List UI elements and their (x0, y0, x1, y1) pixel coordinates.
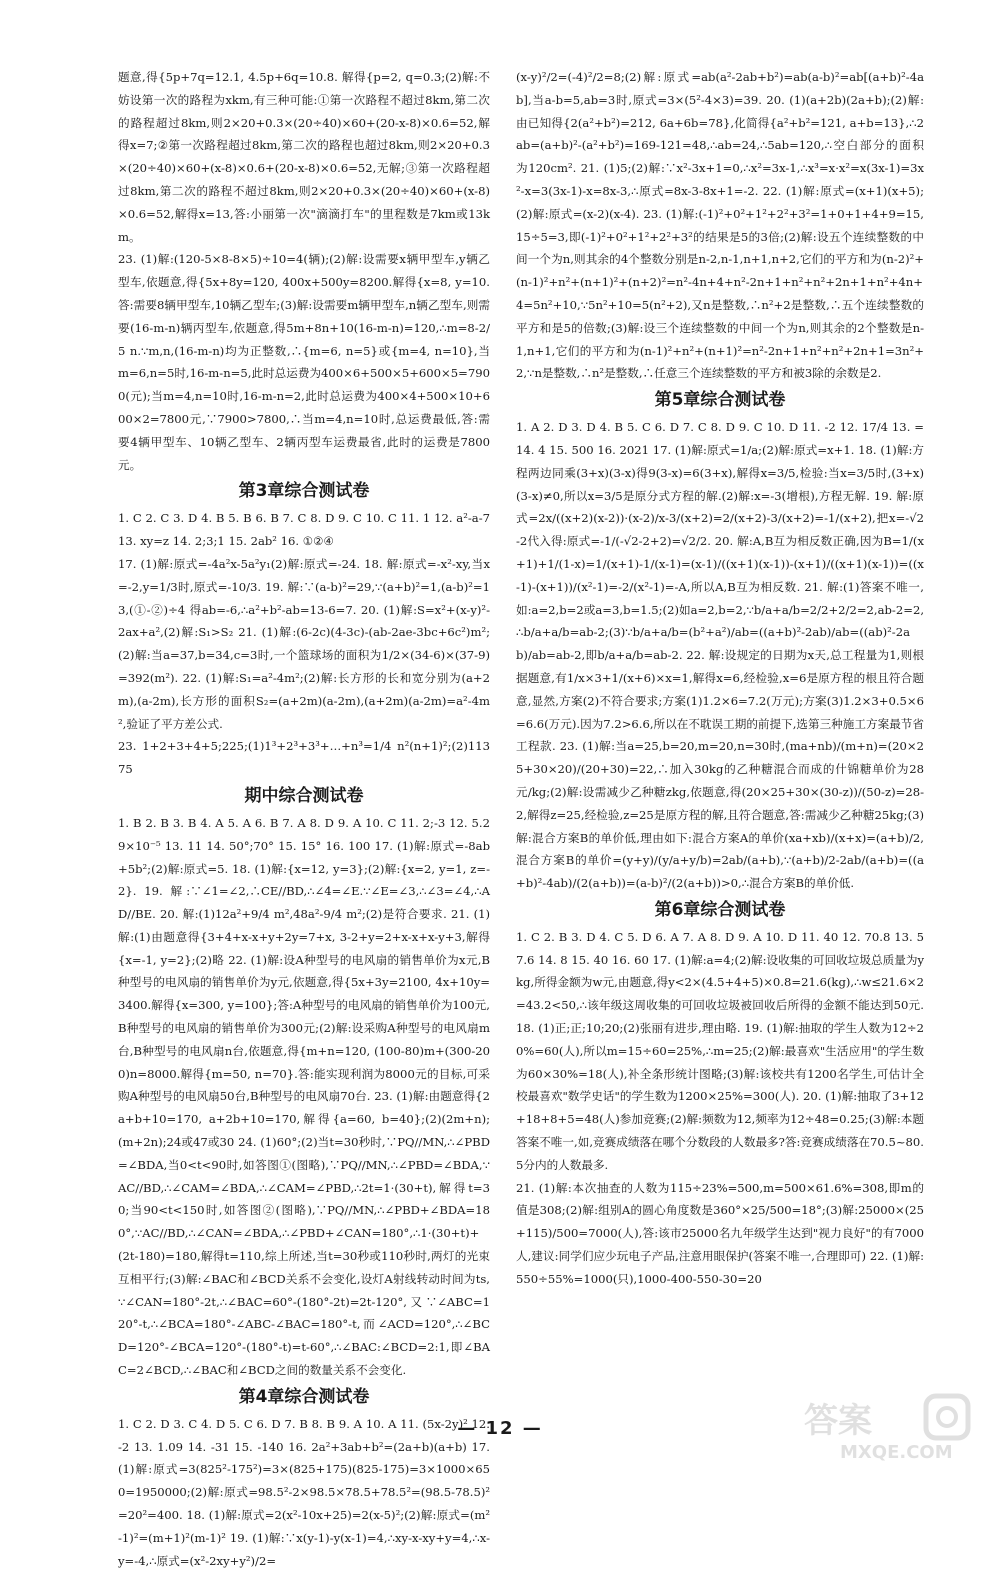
answer-paragraph: 1. C 2. D 3. C 4. D 5. C 6. D 7. B 8. B 9. A 10. A 11. (5x-2y)² 12. -2 13. 1.09 14. -31 15. -140 16. 2a²+3ab+b²=(2a+b)(a+b) 17. (1)解:原式=3(825²-175²)=3×(825+175)(825-175)=3×1000×650=1950000;(2)解:原式=98.5²-2×98.5×78.5+78.5²=(98.5-78.5)²=20²=400. 18. (1)解:原式=2(x²-10x+25)=2(x-5)²;(2)解:原式=(m²-1)²=(m+1)²(m-1)² 19. (1)解:∵x(y-1)-y(x-1)=4,∴xy-x-xy+y=4,∴x-y=-4,∴原式=(x²-2xy+y²)/2= (118, 1416, 490, 1568)
section-heading-midterm: 期中综合测试卷 (244, 785, 364, 806)
section-heading-ch5: 第5章综合测试卷 (654, 390, 786, 411)
answer-paragraph: 17. (1)解:原式=-4a²x-5a²y₁(2)解:原式=-24. 18. 解:原式=-x²-xy,当x=-2,y=1/3时,原式=-10/3. 19. 解:∵(a-b)²=29,∵(a+b)²=1,(a-b)²=13,(①-②)÷4 得ab=-6,∴a²+b²-ab=13-6=7. 20. (1)解:S=x²+(x-y)²-2ax+a²,(2)解:S₁>S₂ 21. (1)解:(6-2c)(4-3c)-(ab-2ae-3bc+6c²)m²;(2)解:当a=37,b=34,c=3时,一个篮球场的面积为1/2×(34-6)×(37-9)=392(m²). 22. (1)解:S₁=a²-4m²;(2)解:长方形的长和宽分别为(a+2m),(a-2m),长方形的面积S₂=(a+2m)(a-2m),(a+2m)(a-2m)=a²-4m²,验证了平方差公式. (118, 556, 490, 731)
watermark-logo-icon (800, 1392, 978, 1464)
answer-paragraph: 题意,得{5p+7q=12.1, 4.5p+6q=10.8. 解得{p=2, q=0.3;(2)解:不妨设第一次的路程为xkm,有三种可能:①第一次路程不超过8km,第二次的路程超过8km,则2×20+0.3×(20÷40)×60+(20-x-8)×0.6=52,解得x=7;②第一次路程超过8km,第二次的路程也超过8km,则2×20+0.3×(20÷40)×60+(x-8)×0.6+(20-x-8)×0.6=52,无解;③第一次路程超过8km,第二次的路程不超过8km,则2×20+0.3×(20÷40)×60+(x-8)×0.6=52,解得x=13,答:小丽第一次"滴滴打车"的里程数是7km或13km。 (118, 70, 490, 244)
answer-paragraph: 21. (1)解:本次抽查的人数为115÷23%=500,m=500×61.6%=308,即m的值是308;(2)解:组别A的圆心角度数是360°×25/500=18°;(3)解:25000×(25+115)/500=7000(人),答:该市25000名九年级学生达到"视力良好"的有7000人,建议:同学们应少玩电子产品,注意用眼保护(答案不唯一,合理即可) 22. (1)解:550÷55%=1000(只),1000-400-550-30=20 (516, 1180, 924, 1286)
answer-paragraph: 1. C 2. B 3. D 4. C 5. D 6. A 7. A 8. D 9. A 10. D 11. 40 12. 70.8 13. 57.6 14. 8 15. 40 16. 60 17. (1)解:a=4;(2)解:设收集的可回收垃圾总质量为ykg,所得金额为w元,由题意,得y<2×(4.5+4+5)×0.8=21.6(kg),∴w≤21.6×2=43.2<50,∴该年级这周收集的可回收垃圾被回收后所得的金额不能达到50元. 18. (1)正;正;10;20;(2)张丽有进步,理由略. 19. (1)解:抽取的学生人数为12÷20%=60(人),所以m=15÷60=25%,∴m=25;(2)解:最喜欢"生活应用"的学生数为60×30%=18(人),补全条形统计图略;(3)解:该校共有1200名学生,可估计全校最喜欢"数学史话"的学生数为1200×25%=300(人). 20. (1)解:抽取了3+12+18+8+5=48(人)参加竞赛;(2)解:频数为12,频率为12÷48=0.25;(3)解:本题答案不唯一,如,竞赛成绩落在哪个分数段的人数最多?答:竞赛成绩落在70.5~80.5分内的人数最多. (516, 929, 924, 1172)
answer-paragraph: 23. (1)解:(120-5×8-8×5)÷10=4(辆);(2)解:设需要x辆甲型车,y辆乙型车,依题意,得{5x+8y=120, 400x+500y=8200.解得{x=8, y=10.答:需要8辆甲型车,10辆乙型车;(3)解:设需要m辆甲型车,n辆乙型车,则需要(16-m-n)辆丙型车,依题意,得5m+8n+10(16-m-n)=120,∴m=8-2/5 n.∵m,n,(16-m-n)均为正整数,∴{m=6, n=5}或{m=4, n=10},当m=6,n=5时,16-m-n=5,此时总运费为400×6+500×5+600×5=7900(元);当m=4,n=10时,16-m-n=2,此时总运费为400×4+500×10+600×2=7800元,∵7900>7800,∴当m=4,n=10时,总运费最低,答:需要4辆甲型车、10辆乙型车、2辆丙型车运费最省,此时的运费是7800元。 (118, 252, 490, 472)
answer-paragraph: 1. A 2. D 3. D 4. B 5. C 6. D 7. C 8. D 9. C 10. D 11. -2 12. 17/4 13. = 14. 4 15. 500 16. 2021 17. (1)解:原式=1/a;(2)解:原式=x+1. 18. (1)解:方程两边同乘(3+x)(3-x)得9(3-x)=6(3+x),解得x=3/5,检验:当x=3/5时,(3+x)(3-x)≠0,所以x=3/5是原分式方程的解.(2)解:x=-3(增根),方程无解. 19. 解:原式=2x/((x+2)(x-2))·(x-2)/x-3/(x+2)=2/(x+2)-3/(x+2)=-1/(x+2),把x=-√2-2代入得:原式=-1/(-√2-2+2)=√2/2. 20. 解:A,B互为相反数正确,因为B=1/(x+1)+1/(1-x)=1/(x+1)-1/(x-1)=(x-1)/((x+1)(x-1))-(x+1)/((x+1)(x-1))=((x-1)-(x+1))/(x²-1)=-2/(x²-1)=-A,所以A,B互为相反数. 21. 解:(1)答案不唯一,如:a=2,b=2或a=3,b=1.5;(2)如a=2,b=2,∵b/a+a/b=2/2+2/2=2,ab-2=2,∴b/a+a/b=ab-2;(3)∵b/a+a/b=(b²+a²)/ab=((a+b)²-2ab)/ab=((ab)²-2ab)/ab=ab-2,即b/a+a/b=ab-2. 22. 解:设规定的日期为x天,总工程量为1,则根据题意,有1/x×3+1/(x+6)×x=1,解得x=6,经检验,x=6是原方程的根且符合题意,显然,方案(2)不符合要求;方案(1)1.2×6=7.2(万元);方案(3)1.2×3+0.5×6=6.6(万元).因为7.2>6.6,所以在不耽误工期的前提下,选第三种施工方案最节省工程款. 23. (1)解:当a=25,b=20,m=20,n=30时,(ma+nb)/(m+n)=(20×25+30×20)/(20+30)=22,∴加入30kg的乙种糖混合而成的什锦糖单价为28元/kg;(2)解:设需减少乙种糖zkg,依题意,得(20×25+30×(30-z))/(50-z)=28-2,解得z=25,经检验,z=25是原方程的解,且符合题意,答:需减少乙种糖25kg;(3)解:混合方案B的单价低,理由如下:混合方案A的单价(xa+xb)/(x+x)=(a+b)/2,混合方案B的单价=(y+y)/(y/a+y/b)=2ab/(a+b),∵(a+b)/2-2ab/(a+b)=((a+b)²-4ab)/(2(a+b))=(a-b)²/(2(a+b))>0,∴混合方案B的单价低. (516, 420, 924, 891)
answer-paragraph: 1. B 2. B 3. B 4. A 5. A 6. B 7. A 8. D 9. A 10. C 11. 2;-3 12. 5.29×10⁻⁵ 13. 11 14. 50°;70° 15. 15° 16. 100 17. (1)解:原式=-8ab+5b²;(2)解:原式=5. 18. (1)解:{x=12, y=3};(2)解:{x=2, y=1, z=-2}. 19. 解:∵∠1=∠2,∴CE//BD,∴∠4=∠E.∵∠E=∠3,∴∠3=∠4,∴AD//BE. 20. 解:(1)12a²+9/4 m²,48a²-9/4 m²;(2)是符合要求. 21. (1)解:(1)由题意得{3+4+x-x+y+2y=7+x, 3-2+y=2+x-x+x-y+3,解得{x=-1, y=2};(2)略 22. (1)解:设A种型号的电风扇的销售单价为x元,B种型号的电风扇的销售单价为y元,依题意,得{5x+3y=2100, 4x+10y=3400.解得{x=300, y=100};答:A种型号的电风扇的销售单价为100元,B种型号的电风扇的销售单价为300元;(2)解:设采购A种型号的电风扇m台,B种型号的电风扇n台,依题意,得{m+n=120, (100-80)m+(300-200)n=8000.解得{m=50, n=70}.答:能实现利润为8000元的目标,可采购A种型号的电风扇50台,B种型号的电风扇70台. 23. (1)解:由题意得{2a+b+10=170, a+2b+10=170,解得{a=60, b=40};(2)(2m+n);(m+2n);24或47或30 24. (1)60°;(2)当t=30秒时,∵PQ//MN,∴∠PBD=∠BDA,当0<t<90时,如答图①(图略),∵PQ//MN,∴∠PBD=∠BDA,∵AC//BD,∴∠CAM=∠BDA,∴∠CAM=∠PBD,∴2t=1·(30+t),解得t=30;当90<t<150时,如答图②(图略),∵PQ//MN,∴∠PBD+∠BDA=180°,∵AC//BD,∴∠CAN=∠BDA,∴∠PBD+∠CAN=180°,∴1·(30+t)+(2t-180)=180,解得t=110,综上所述,当t=30秒或110秒时,两灯的光束互相平行;(3)解:∠BAC和∠BCD关系不会变化,设灯A射线转动时间为ts,∵∠CAN=180°-2t,∴∠BAC=60°-(180°-2t)=2t-120°,又∵∠ABC=120°-t,∴∠BCA=180°-∠ABC-∠BAC=180°-t,而∠ACD=120°,∴∠BCD=120°-∠BCA=120°-(180°-t)=t-60°,∴∠BAC:∠BCD=2:1,即∠BAC=2∠BCD,∴∠BAC和∠BCD之间的数量关系不会变化. (118, 815, 490, 1378)
watermark-logo (800, 1392, 978, 1464)
left-column (118, 66, 490, 1572)
section-heading-ch4: 第4章综合测试卷 (238, 1386, 370, 1407)
page-number: — 12 — (457, 1418, 543, 1439)
svg-text:答案: 答案 (804, 1401, 872, 1441)
section-heading-ch3: 第3章综合测试卷 (238, 481, 370, 502)
answer-paragraph: 1. C 2. C 3. D 4. B 5. B 6. B 7. C 8. D 9. C 10. C 11. 1 12. a²-a-7 13. xy=z 14. 2;3;1 15. 2ab² 16. ①②④ (118, 511, 490, 549)
answer-paragraph: 23. 1+2+3+4+5;225;(1)1³+2³+3³+…+n³=1/4 n²(n+1)²;(2)11375 (118, 739, 490, 777)
answer-paragraph: (x-y)²/2=(-4)²/2=8;(2)解:原式=ab(a²-2ab+b²)=ab(a-b)²=ab[(a+b)²-4ab],当a-b=5,ab=3时,原式=3×(5²-4×3)=39. 20. (1)(a+2b)(2a+b);(2)解:由已知得{2(a²+b²)=212, 6a+6b=78},化简得{a²+b²=121, a+b=13},∴2ab=(a+b)²-(a²+b²)=169-121=48,∴ab=24,∴5ab=120,∴空白部分的面积为120cm². 21. (1)5;(2)解:∵x²-3x+1=0,∴x²=3x-1,∴x³=x·x²=x(3x-1)=3x²-x=3(3x-1)-x=8x-3,∴原式=8x-3-8x+1=-2. 22. (1)解:原式=(x+1)(x+5);(2)解:原式=(x-2)(x-4). 23. (1)解:(-1)²+0²+1²+2²+3²=1+0+1+4+9=15,15÷5=3,即(-1)²+0²+1²+2²+3²的结果是5的3倍;(2)解:设五个连续整数的中间一个为n,则其余的4个整数分别是n-2,n-1,n+1,n+2,它们的平方和为(n-2)²+(n-1)²+n²+(n+1)²+(n+2)²=n²-4n+4+n²-2n+1+n²+n²+2n+1+n²+4n+4=5n²+10,∵5n²+10=5(n²+2),又n是整数,∴n²+2是整数,∴五个连续整数的平方和是5的倍数;(3)解:设三个连续整数的中间一个为n,则其余的2个整数是n-1,n+1,它们的平方和为(n-1)²+n²+(n+1)²=n²-2n+1+n²+n²+2n+1=3n²+2,∵n是整数,∴n²是整数,∴任意三个连续整数的平方和被3除的余数是2. (516, 70, 924, 381)
svg-text:MXQE.COM: MXQE.COM (840, 1442, 953, 1463)
right-column (516, 66, 924, 1291)
section-heading-ch6: 第6章综合测试卷 (654, 899, 786, 920)
